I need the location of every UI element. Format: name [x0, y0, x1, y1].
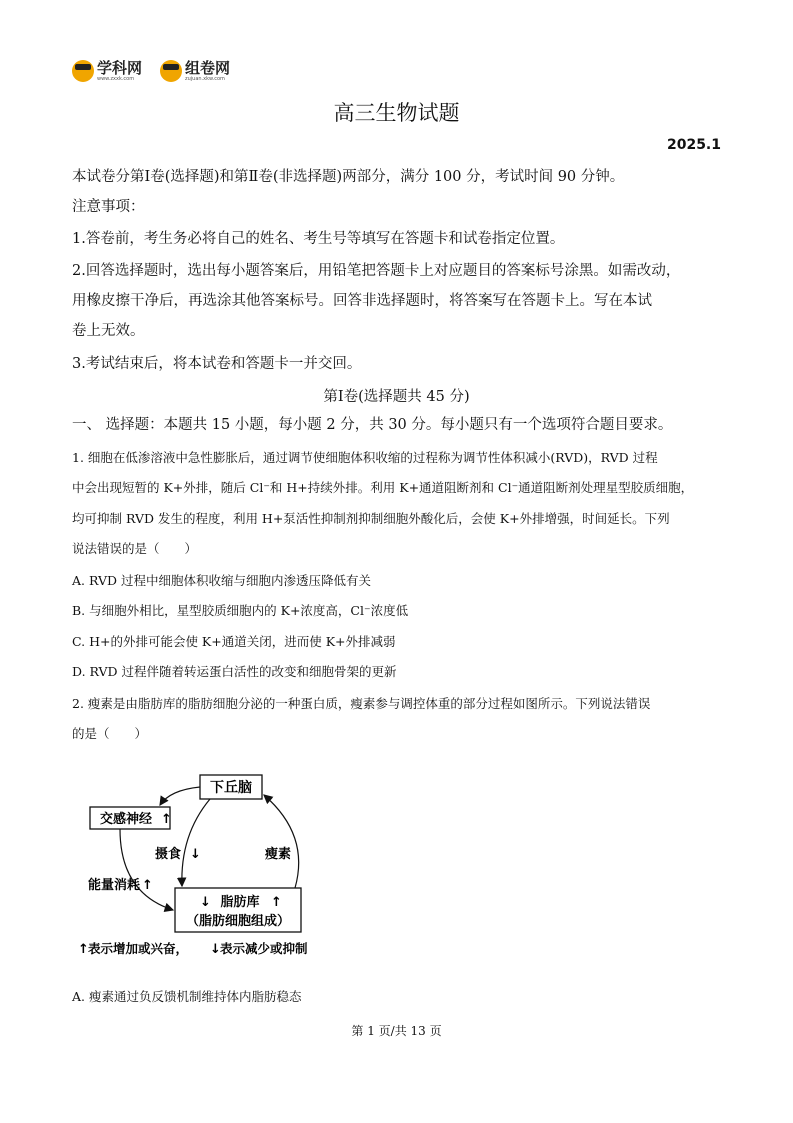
page-title: 高三生物试题: [333, 101, 460, 125]
sympathetic-label: 交感神经: [99, 812, 153, 827]
logo-url: zujuan.xkw.com: [185, 75, 225, 82]
down-arrow-icon: ↓: [210, 942, 221, 957]
logo-name: 组卷网: [185, 58, 231, 77]
notice-heading: 注意事项：: [72, 199, 145, 215]
question-line: 均可抑制 RVD 发生的程度，利用 H+泵活性抑制剂抑制细胞外酸化后，会使 K+外排增强，时间延长。下列: [72, 511, 670, 526]
option-c: C. H+的外排可能会使 K+通道关闭，进而使 K+外排减弱: [72, 634, 396, 649]
logo-url: www.zxxk.com: [97, 75, 135, 82]
legend-down: 表示减少或抑制: [220, 941, 308, 956]
hypothalamus-label: 下丘脑: [210, 780, 252, 796]
legend-up: 表示增加或兴奋，: [88, 941, 189, 956]
owl-logo-icon: [72, 60, 94, 82]
up-arrow-icon: ↑: [271, 895, 282, 910]
intro-text: 本试卷分第Ⅰ卷(选择题)和第Ⅱ卷(非选择题)两部分，满分 100 分，考试时间 90 分钟。: [72, 169, 625, 185]
question-line: 2. 瘦素是由脂肪库的脂肪细胞分泌的一种蛋白质，瘦素参与调控体重的部分过程如图所示。下列说法错误: [72, 696, 651, 711]
logo-name: 学科网: [97, 58, 143, 77]
part-heading: 一、 选择题：本题共 15 小题，每小题 2 分，共 30 分。每小题只有一个选项符合题目要求。: [72, 417, 673, 433]
exam-date: 2025.1: [666, 137, 721, 153]
question-line: 中会出现短暂的 K+外排，随后 Cl⁻和 H+持续外排。利用 K+通道阻断剂和 Cl⁻通道阻断剂处理星型胶质细胞，: [72, 480, 694, 495]
arrow-hypothalamus-to-fat: [182, 799, 210, 886]
option-b: B. 与细胞外相比，星型胶质细胞内的 K+浓度高，Cl⁻浓度低: [72, 603, 409, 618]
notice-line: 用橡皮擦干净后，再选涂其他答案标号。回答非选择题时，将答案写在答题卡上。写在本试: [72, 293, 652, 309]
down-arrow-icon: ↓: [200, 895, 211, 910]
down-arrow-icon: ↓: [190, 847, 201, 862]
leptin-label: 瘦素: [265, 847, 292, 862]
up-arrow-icon: ↑: [78, 942, 89, 957]
notice-line: 1.答卷前，考生务必将自己的姓名、考生号等填写在答题卡和试卷指定位置。: [72, 231, 565, 247]
question-line: 说法错误的是（ ）: [72, 541, 198, 556]
question-line: 的是（ ）: [72, 726, 148, 741]
fat-composition-label: （脂肪细胞组成）: [185, 914, 291, 929]
fat-store-label: 脂肪库: [220, 895, 260, 910]
option-d: D. RVD 过程伴随着转运蛋白活性的改变和细胞骨架的更新: [72, 664, 397, 679]
up-arrow-icon: ↑: [142, 878, 153, 893]
intake-label: 摄食: [155, 847, 182, 862]
logo-zujuan: [160, 60, 230, 82]
question-line: 1. 细胞在低渗溶液中急性膨胀后，通过调节使细胞体积收缩的过程称为调节性体积减小(RVD)，RVD 过程: [72, 450, 658, 465]
arrow-sympathetic-to-fat: [120, 829, 173, 910]
section-title: 第Ⅰ卷(选择题共 45 分): [323, 389, 470, 405]
leptin-regulation-diagram: [70, 765, 360, 965]
option-a: A. RVD 过程中细胞体积收缩与细胞内渗透压降低有关: [72, 573, 371, 588]
arrow-fat-to-hypothalamus: [264, 795, 299, 888]
energy-label: 能量消耗: [88, 878, 141, 893]
logo-zxxk: [72, 60, 142, 82]
arrow-hypothalamus-to-sympathetic: [160, 787, 200, 805]
page-footer: 第 1 页/共 13 页: [351, 1024, 442, 1038]
notice-line: 3.考试结束后，将本试卷和答题卡一并交回。: [72, 356, 362, 372]
option-a: A. 瘦素通过负反馈机制维持体内脂肪稳态: [72, 989, 302, 1004]
up-arrow-icon: ↑: [161, 812, 172, 827]
notice-line: 2.回答选择题时，选出每小题答案后，用铅笔把答题卡上对应题目的答案标号涂黑。如需改动，: [72, 263, 681, 279]
notice-line: 卷上无效。: [72, 323, 145, 339]
owl-logo-icon: [160, 60, 182, 82]
